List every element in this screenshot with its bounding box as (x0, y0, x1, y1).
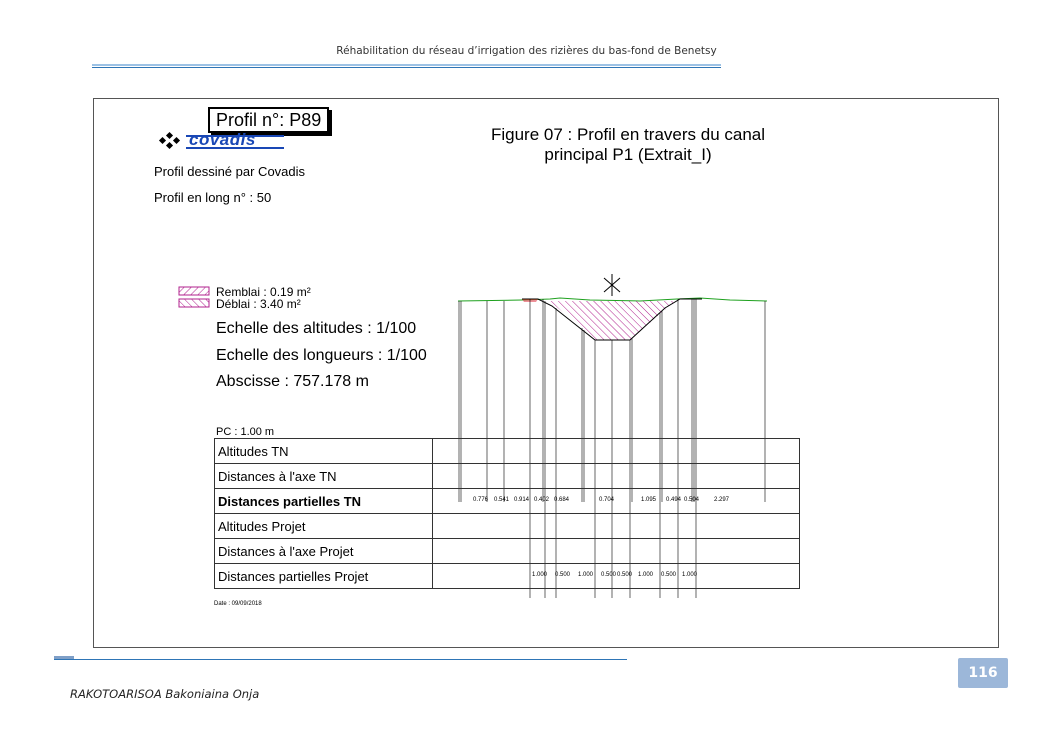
row-values-partielles-tn (433, 489, 800, 514)
covadis-logo (156, 131, 286, 151)
partielle-tn-value: 0.541 (494, 497, 510, 503)
partielle-tn-value: 0.704 (599, 497, 615, 503)
figure-title-line1: Figure 07 : Profil en travers du canal (490, 125, 766, 144)
table-row (215, 564, 800, 589)
row-label-distances-axe-projet: Distances à l'axe Projet (215, 539, 433, 564)
row-values-distances-axe-projet (433, 539, 800, 564)
figure-title-line2: principal P1 (Extrait_I) (544, 145, 712, 164)
figure-title (428, 125, 828, 165)
legend-deblai: Déblai : 3.40 m² (216, 297, 301, 311)
partielle-projet-value: 1.000 (578, 572, 594, 578)
subtitle-covadis: Profil dessiné par Covadis (154, 164, 306, 179)
deblai-area (550, 301, 675, 340)
profile-data-table (214, 438, 800, 589)
partielle-tn-value: 0.402 (534, 497, 550, 503)
partielle-tn-value: 0.504 (684, 497, 700, 503)
row-label-altitudes-tn: Altitudes TN (215, 439, 433, 464)
row-values-altitudes-projet (433, 514, 800, 539)
partielle-projet-value: 0.500 (617, 572, 633, 578)
header-rule-dark (92, 67, 721, 68)
profil-long-label: Profil en long n° : 50 (154, 190, 272, 205)
row-label-partielles-tn: Distances partielles TN (215, 489, 433, 514)
legend-hatch-swatches (178, 286, 212, 310)
table-row (215, 489, 800, 514)
table-row (215, 439, 800, 464)
header-rule-light (92, 64, 721, 66)
page-header-title: Réhabilitation du réseau d’irrigation des rizières du bas-fond de Benetsy (336, 45, 717, 57)
logo-text: covadis (189, 130, 256, 149)
partielle-projet-value: 1.000 (638, 572, 654, 578)
logo-diamond-icon (156, 131, 186, 151)
profil-number-box: Profil n°: P89 (208, 107, 329, 133)
partielle-projet-value: 1.000 (682, 572, 698, 578)
partielle-tn-value: 0.684 (554, 497, 570, 503)
date-label: Date : 09/09/2018 (214, 601, 262, 607)
abscisse-label: Abscisse : 757.178 m (216, 373, 369, 390)
axis-marker-icon (604, 274, 620, 296)
row-label-distances-axe-tn: Distances à l'axe TN (215, 464, 433, 489)
row-label-partielles-projet: Distances partielles Projet (215, 564, 433, 589)
page-number: 116 (958, 658, 1008, 688)
partielle-projet-value: 1.000 (532, 572, 548, 578)
table-row (215, 464, 800, 489)
pc-label: PC : 1.00 m (216, 426, 275, 438)
author-name: RAKOTOARISOA Bakoniaina Onja (70, 687, 260, 701)
row-values-partielles-projet (433, 564, 800, 589)
row-label-altitudes-projet: Altitudes Projet (215, 514, 433, 539)
partielle-tn-value: 1.095 (641, 497, 657, 503)
partielle-tn-value: 0.776 (473, 497, 489, 503)
partielle-tn-value: 0.914 (514, 497, 530, 503)
table-row (215, 539, 800, 564)
partielle-tn-value: 2.297 (714, 497, 730, 503)
remblai-swatch (179, 287, 209, 295)
partielle-projet-value: 0.500 (555, 572, 571, 578)
legend-remblai: Remblai : 0.19 m² (216, 285, 311, 299)
deblai-swatch (179, 299, 209, 307)
footer-rule (54, 659, 627, 660)
row-values-altitudes-tn (433, 439, 800, 464)
partielle-projet-value: 0.500 (661, 572, 677, 578)
terrain-naturel-line (458, 298, 767, 301)
table-row (215, 514, 800, 539)
partielle-projet-value: 0.500 (601, 572, 617, 578)
partielle-tn-value: 0.494 (666, 497, 682, 503)
row-values-distances-axe-tn (433, 464, 800, 489)
echelle-altitudes: Echelle des altitudes : 1/100 (216, 320, 417, 337)
echelle-longueurs: Echelle des longueurs : 1/100 (216, 347, 427, 364)
